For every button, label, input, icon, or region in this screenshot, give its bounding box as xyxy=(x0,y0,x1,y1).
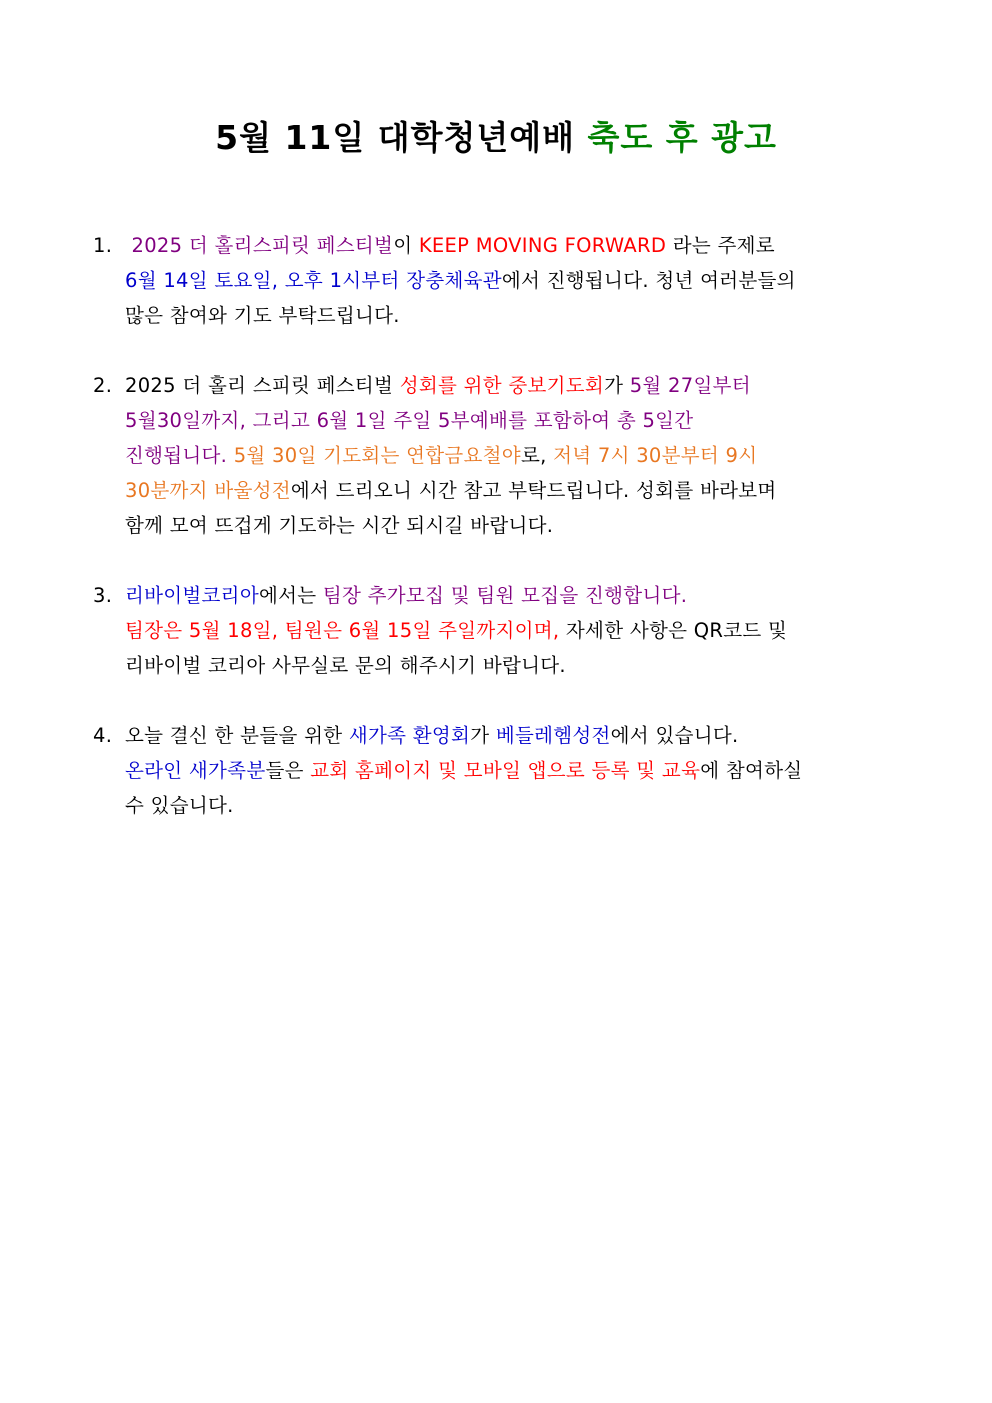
text-segment: 저녁 7시 30분부터 9시 xyxy=(553,444,758,467)
text-segment: 많은 참여와 기도 부탁드립니다. xyxy=(125,304,400,327)
item-line xyxy=(93,403,913,438)
item-line xyxy=(93,788,913,823)
item-line xyxy=(93,508,913,543)
announcement-item-3 xyxy=(93,578,913,683)
item-line xyxy=(93,753,913,788)
text-segment: 가 xyxy=(470,724,496,747)
text-segment: 에서 드리오니 시간 참고 부탁드립니다. 성회를 바라보며 xyxy=(290,479,777,502)
title-highlight: 축도 후 광고 xyxy=(587,118,777,157)
item-line xyxy=(93,718,913,753)
announcement-item-1 xyxy=(93,228,913,333)
text-segment: 베들레헴성전 xyxy=(495,724,611,747)
text-segment: 들은 xyxy=(265,759,311,782)
item-line xyxy=(93,263,913,298)
text-segment: 에서는 xyxy=(258,584,323,607)
text-segment: 에서 진행됩니다. 청년 여러분들의 xyxy=(501,269,796,292)
page-title xyxy=(0,112,992,159)
text-segment: KEEP MOVING FORWARD xyxy=(418,234,667,257)
text-segment: 리바이벌 코리아 사무실로 문의 해주시기 바랍니다. xyxy=(125,654,566,677)
announcement-list xyxy=(93,228,913,823)
item-number: 3. xyxy=(93,584,113,607)
text-segment: 5월 30일 기도회는 연합금요철야 xyxy=(233,444,521,467)
item-number: 4. xyxy=(93,724,113,747)
item-line xyxy=(93,438,913,473)
text-segment: 자세한 사항은 QR코드 및 xyxy=(559,619,788,642)
text-segment: 6월 14일 토요일, 오후 1시부터 장충체육관 xyxy=(125,269,502,292)
text-segment: 5월30일까지, 그리고 6월 1일 주일 5부예배를 포함하여 총 5일간 xyxy=(125,409,694,432)
item-line xyxy=(93,613,913,648)
text-segment: 리바이벌코리아 xyxy=(125,584,259,607)
text-segment: 팀장은 5월 18일, 팀원은 6월 15일 주일까지이며, xyxy=(125,619,560,642)
text-segment: 팀장 추가모집 및 팀원 모집을 진행합니다. xyxy=(322,584,688,607)
announcement-item-4 xyxy=(93,718,913,823)
text-segment: 에 참여하실 xyxy=(700,759,803,782)
item-line xyxy=(93,368,913,403)
item-number: 1. xyxy=(93,234,113,257)
text-segment: 온라인 새가족분 xyxy=(125,759,266,782)
text-segment: 진행됩니다. xyxy=(125,444,234,467)
text-segment: 이 xyxy=(393,234,419,257)
text-segment: 2025 더 홀리 스피릿 페스티벌 xyxy=(125,374,400,397)
text-segment: 함께 모여 뜨겁게 기도하는 시간 되시길 바랍니다. xyxy=(125,514,554,537)
item-line xyxy=(93,473,913,508)
text-segment: 오늘 결신 한 분들을 위한 xyxy=(125,724,349,747)
item-number: 2. xyxy=(93,374,113,397)
title-main: 5월 11일 대학청년예배 xyxy=(215,118,588,157)
text-segment: 로, xyxy=(520,444,554,467)
announcement-item-2 xyxy=(93,368,913,543)
text-segment: 새가족 환영회 xyxy=(348,724,471,747)
text-segment: 에서 있습니다. xyxy=(610,724,739,747)
text-segment: 5월 27일부터 xyxy=(629,374,751,397)
item-line xyxy=(93,298,913,333)
text-segment: 가 xyxy=(604,374,630,397)
text-segment: 성회를 위한 중보기도회 xyxy=(399,374,605,397)
text-segment: 교회 홈페이지 및 모바일 앱으로 등록 및 교육 xyxy=(310,759,701,782)
text-segment: 2025 더 홀리스피릿 페스티벌 xyxy=(125,234,394,257)
item-line xyxy=(93,648,913,683)
text-segment: 30분까지 바울성전 xyxy=(125,479,291,502)
item-line xyxy=(93,228,913,263)
text-segment: 수 있습니다. xyxy=(125,794,234,817)
item-line xyxy=(93,578,913,613)
text-segment: 라는 주제로 xyxy=(666,234,775,257)
